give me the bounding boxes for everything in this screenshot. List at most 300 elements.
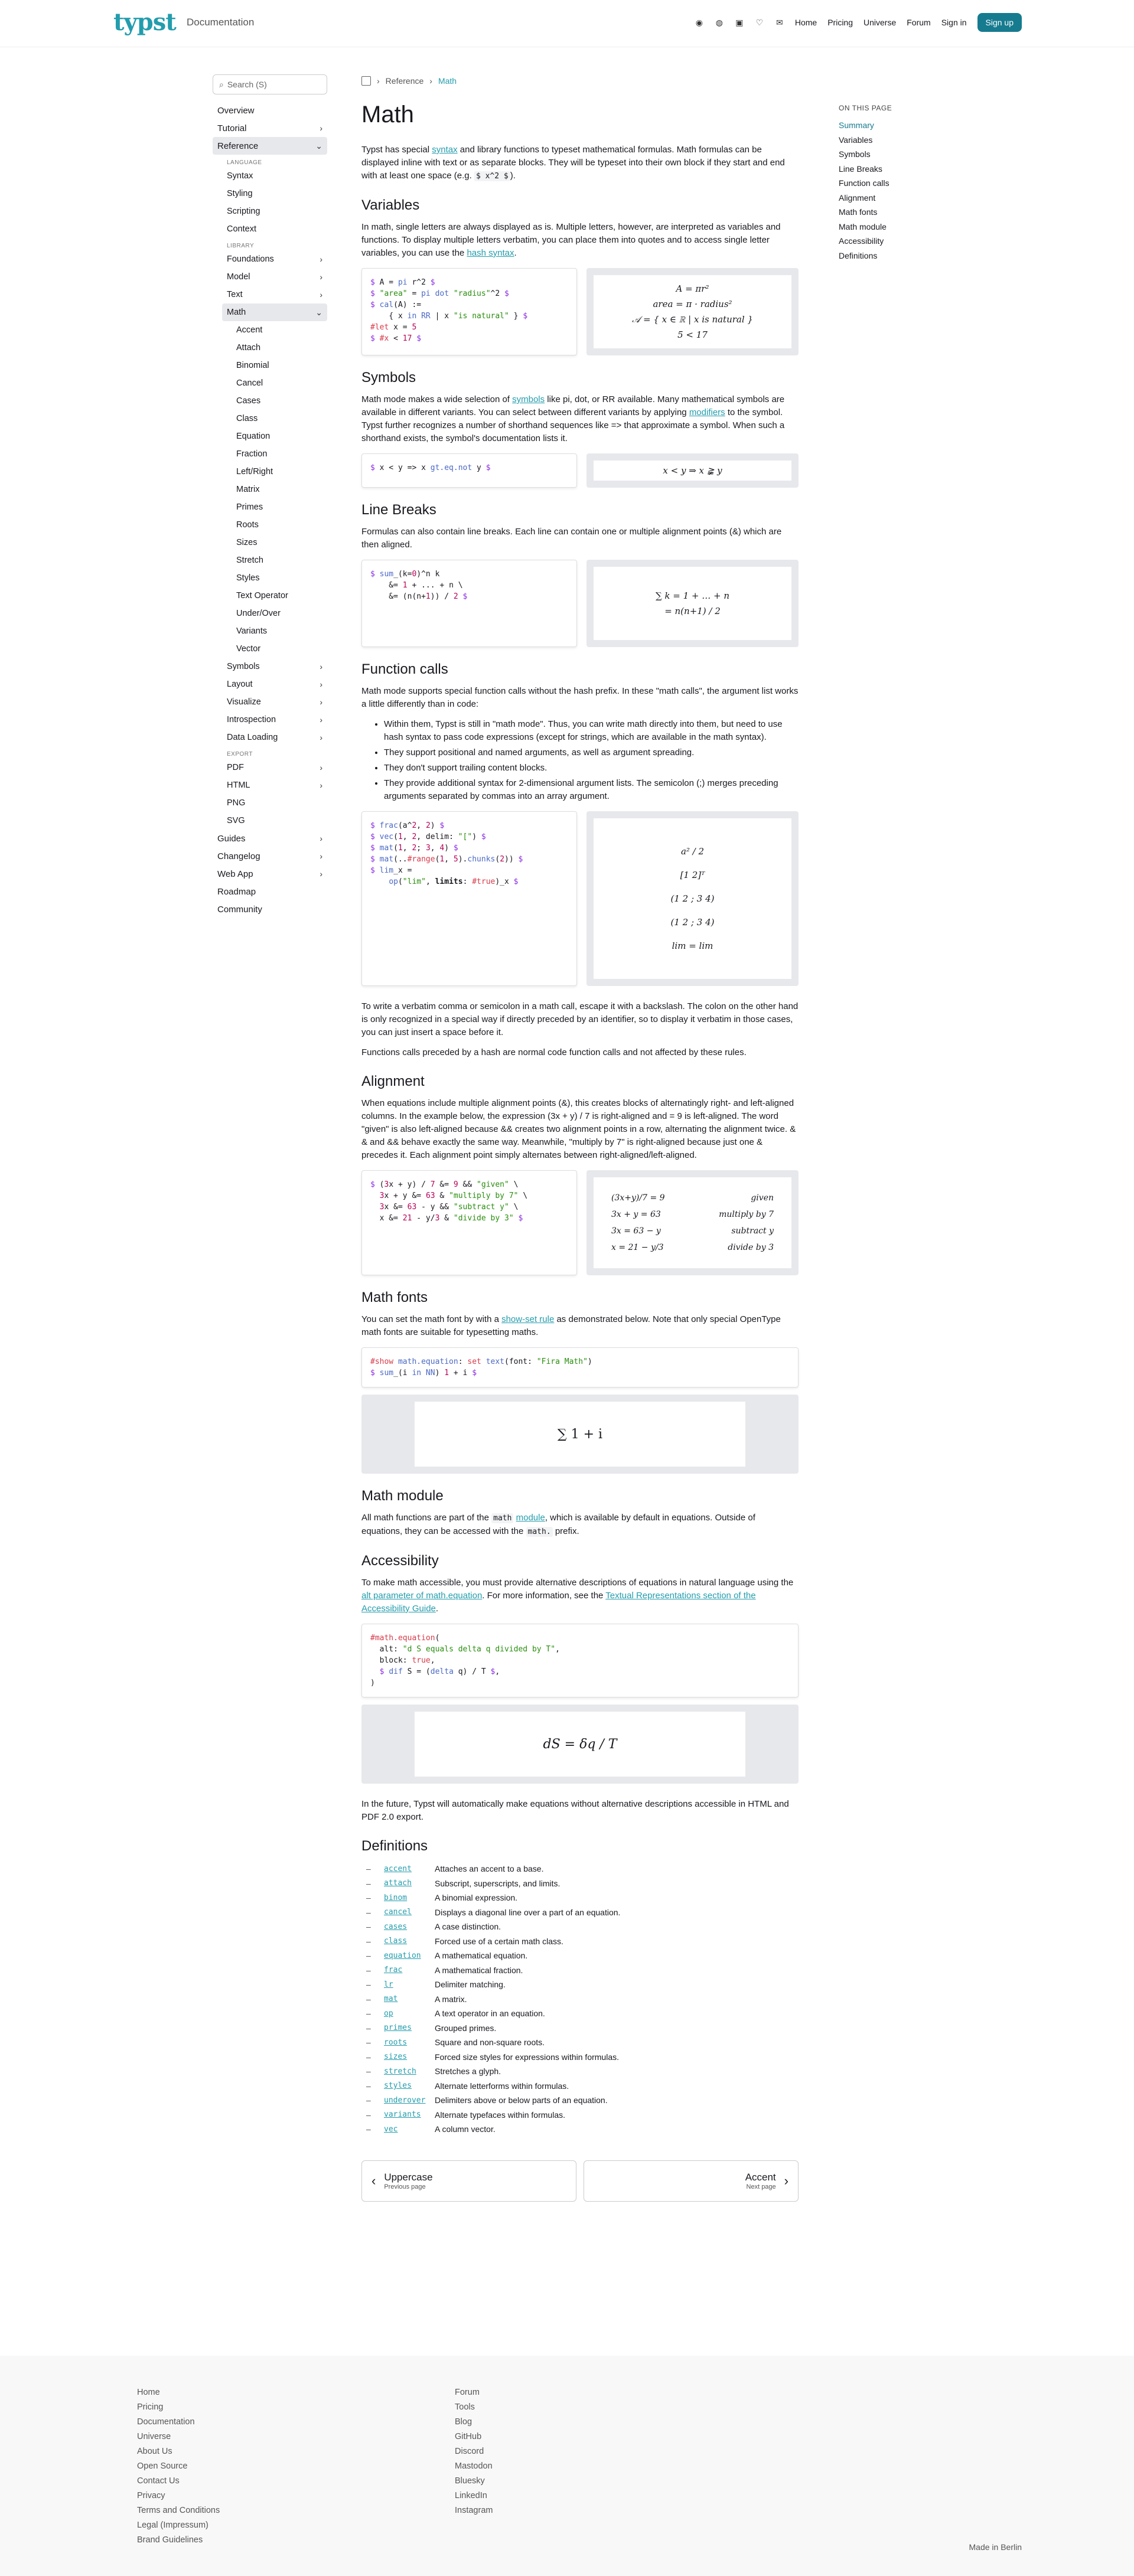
sidebar-item-png[interactable] [222, 794, 327, 812]
dash: – [366, 2023, 371, 2033]
toc-item-line-breaks[interactable]: Line Breaks [839, 164, 882, 174]
funcs-after-2: Functions calls preceded by a hash are normal code function calls and not affected by these rules. [361, 1047, 747, 1057]
sidebar-item-label: Symbols [227, 662, 260, 671]
next-title: Accent [745, 2171, 776, 2183]
dash: – [366, 1907, 371, 1917]
sidebar-item-primes[interactable] [232, 498, 327, 516]
sidebar-item-stretch[interactable] [232, 551, 327, 569]
linebreaks-text: Formulas can also contain line breaks. Each line can contain one or multiple alignment points (&) which are then aligned. [361, 527, 782, 550]
definition-row [366, 2021, 799, 2036]
sidebar-item-model[interactable] [222, 268, 327, 286]
sidebar-item-layout[interactable] [222, 675, 327, 693]
nav-pricing[interactable]: Pricing [827, 18, 853, 27]
footer-link-open-source[interactable]: Open Source [137, 2461, 188, 2471]
sidebar-item-variants[interactable] [232, 622, 327, 640]
sidebar-item-equation[interactable] [232, 427, 327, 445]
funcs-text: Math mode supports special function calls without the hash prefix. In these "math calls", the argument list works a little differently than in code: [361, 686, 799, 709]
definition-link[interactable]: styles [384, 2081, 412, 2091]
chevron-right-icon: › [320, 781, 322, 790]
page-title: Math [361, 102, 414, 128]
toc-item-accessibility[interactable]: Accessibility [839, 236, 884, 246]
sidebar-item-label: Text Operator [236, 591, 288, 600]
dash: – [366, 2066, 371, 2077]
code-block: $ sum_(k=0)^n k &= 1 + ... + n \ &= (n(n+1)) / 2 $ [361, 560, 577, 647]
sidebar-item-label: Tutorial [217, 123, 247, 133]
discord-icon[interactable]: ◍ [715, 17, 723, 27]
github-icon[interactable]: ◉ [695, 17, 703, 27]
list-item: • Within them, Typst is still in "math mode". Thus, you can write math directly into them, but need to use hash syntax to pass code expressions (except for strings, which are available in the math syntax). [384, 718, 799, 744]
table-of-contents [839, 104, 933, 263]
sidebar-item-label: PDF [227, 763, 244, 772]
definition-desc: Delimiter matching. [435, 1980, 506, 1990]
funcs-after-1: To write a verbatim comma or semicolon in a math call, escape it with a backslash. The colon on the other hand is only recognized in a special way if directly preceded by an identifier, so to display it verbatim in those cases, you can just insert a space before it. [361, 1001, 799, 1037]
sidebar-item-foundations[interactable] [222, 250, 327, 268]
search-input[interactable] [213, 74, 327, 94]
dash: – [366, 1936, 371, 1946]
heading-line-breaks: Line Breaks [361, 502, 436, 518]
sidebar-item-math[interactable] [222, 303, 327, 321]
dash: – [366, 1878, 371, 1888]
dash: – [366, 1994, 371, 2004]
sidebar-item-styling[interactable] [222, 185, 327, 203]
footer-column-2 [455, 2385, 493, 2518]
sidebar-item-label: Text [227, 290, 243, 299]
sidebar-item-visualize[interactable] [222, 693, 327, 711]
reference-subnav [222, 155, 327, 830]
definition-row [366, 2079, 799, 2094]
typst-logo[interactable]: typst [113, 8, 176, 36]
definition-link[interactable]: mat [384, 1994, 398, 2004]
definition-link[interactable]: underover [384, 2095, 426, 2105]
sidebar-item-pdf[interactable] [222, 759, 327, 776]
sidebar-item-left-right[interactable] [232, 463, 327, 481]
dash: – [366, 2052, 371, 2062]
access-text: To make math accessible, you must provide alternative descriptions of equations in natural language using the alt parameter of math.equation. For more information, see the Textual Representations section of the Accessibility Guide. [361, 1578, 794, 1614]
dash: – [366, 1980, 371, 1990]
sidebar-item-html[interactable] [222, 776, 327, 794]
search-icon: ⌕ [219, 79, 224, 89]
definition-desc: Displays a diagonal line over a part of an equation. [435, 1907, 621, 1917]
sidebar-item-label: Accent [236, 325, 263, 335]
definition-desc: Alternate typefaces within formulas. [435, 2110, 565, 2120]
sidebar-item-attach[interactable] [232, 339, 327, 357]
dash: – [366, 1922, 371, 1932]
sign-in-link[interactable]: Sign in [941, 18, 967, 27]
definition-row [366, 1963, 799, 1978]
definition-row [366, 2093, 799, 2108]
section-title[interactable]: Documentation [187, 17, 255, 28]
footer-link-instagram[interactable]: Instagram [455, 2506, 493, 2515]
sidebar-item-introspection[interactable] [222, 711, 327, 729]
chevron-right-icon: › [377, 76, 380, 86]
definition-row [366, 1934, 799, 1949]
fonts-text: You can set the math font by with a show-set rule as demonstrated below. Note that only special OpenType math fonts are suitable for typesetting maths. [361, 1314, 781, 1337]
preview: x < y ⇒ x ≩ y [586, 453, 799, 488]
sidebar-item-label: Context [227, 224, 256, 234]
funcs-list [384, 718, 799, 803]
dash: – [366, 1951, 371, 1961]
definition-desc: A case distinction. [435, 1922, 501, 1932]
sidebar-item-changelog[interactable] [213, 847, 327, 865]
definition-link[interactable]: accent [384, 1864, 412, 1873]
modifiers-link[interactable]: modifiers [689, 407, 725, 417]
sidebar-item-text[interactable] [222, 286, 327, 303]
footer-link-contact-us[interactable]: Contact Us [137, 2476, 180, 2486]
toc-item-math-fonts[interactable]: Math fonts [839, 207, 878, 217]
preview: A = πr² area = π · radius² 𝒜 = { x ∈ ℝ | x is natural } 5 < 17 [586, 268, 799, 355]
footer-link-blog[interactable]: Blog [455, 2417, 472, 2427]
footer-column-1 [137, 2385, 220, 2548]
chevron-down-icon: ⌄ [315, 307, 322, 317]
hash-syntax-link[interactable]: hash syntax [467, 248, 514, 258]
toc-item-summary[interactable]: Summary [839, 120, 874, 130]
dash: – [366, 2124, 371, 2134]
header-nav [695, 13, 1022, 32]
sidebar-item-label: Overview [217, 105, 255, 116]
dash: – [366, 2038, 371, 2048]
made-in-berlin: Made in Berlin [969, 2542, 1022, 2552]
footer-link-discord[interactable]: Discord [455, 2447, 484, 2456]
sidebar-item-matrix[interactable] [232, 481, 327, 498]
sidebar-item-label: HTML [227, 781, 250, 790]
toc-item-variables[interactable]: Variables [839, 135, 873, 145]
dash: – [366, 2095, 371, 2105]
sidebar-item-sizes[interactable] [232, 534, 327, 551]
footer-link-mastodon[interactable]: Mastodon [455, 2461, 493, 2471]
sidebar-item-class[interactable] [232, 410, 327, 427]
footer-link-about-us[interactable]: About Us [137, 2447, 172, 2456]
chevron-right-icon: › [320, 290, 322, 299]
chevron-right-icon: › [320, 697, 322, 707]
sidebar-item-label: Community [217, 904, 262, 915]
toc-item-math-module[interactable]: Math module [839, 221, 887, 231]
symbols-link[interactable]: symbols [512, 394, 545, 404]
dash: – [366, 1893, 371, 1903]
sidebar-item-label: Web App [217, 869, 253, 879]
access-after: In the future, Typst will automatically make equations without alternative descriptions accessible in HTML and PDF 2.0 export. [361, 1799, 789, 1822]
heading-alignment: Alignment [361, 1073, 425, 1089]
accessibility-guide-link[interactable]: Textual Representations section of the Accessibility Guide [361, 1591, 756, 1614]
prev-title: Uppercase [384, 2171, 433, 2183]
definition-link[interactable]: equation [384, 1951, 421, 1960]
code-block: $ x < y => x gt.eq.not y $ [361, 453, 577, 488]
definition-link[interactable]: vec [384, 2124, 398, 2134]
footer-link-pricing[interactable]: Pricing [137, 2402, 164, 2412]
sidebar-item-styles[interactable] [232, 569, 327, 587]
sign-up-button[interactable]: Sign up [977, 13, 1022, 32]
definition-row [366, 1919, 799, 1934]
search-placeholder: Search (S) [227, 80, 267, 89]
sidebar-item-label: PNG [227, 798, 246, 808]
definition-desc: A column vector. [435, 2124, 496, 2134]
sidebar [213, 74, 327, 918]
definition-row [366, 1992, 799, 2007]
definition-row [366, 2050, 799, 2065]
definition-desc: A mathematical equation. [435, 1951, 528, 1961]
alignment-text: When equations include multiple alignment points (&), this creates blocks of alternatingly right- and left-aligned columns. In the example below, the expression (3x + y) / 7 is right-aligned and = 9 is left-aligned. The word "given" is also left-aligned because && creates two alignment points in a row, alternating the alignment twice. & & and && behave exactly the same way. Meanwhile, "multiply by 7" is right-aligned because just one & precedes it. Each alignment point simply alternates between right-aligned/left-aligned. [361, 1098, 796, 1160]
definition-desc: Attaches an accent to a base. [435, 1864, 544, 1874]
example-linebreaks [361, 560, 799, 647]
example-funcs [361, 811, 799, 986]
sidebar-item-symbols[interactable] [222, 658, 327, 675]
definition-link[interactable]: primes [384, 2023, 412, 2033]
sidebar-item-community[interactable] [213, 900, 327, 918]
definitions-list [366, 1862, 799, 2137]
sidebar-item-label: Layout [227, 680, 253, 689]
list-item: • They support positional and named arguments, as well as argument spreading. [384, 746, 799, 759]
heading-symbols: Symbols [361, 370, 416, 386]
footer-link-privacy[interactable]: Privacy [137, 2491, 165, 2500]
sidebar-item-label: Guides [217, 833, 246, 844]
sidebar-item-label: Variants [236, 626, 268, 636]
definition-link[interactable]: variants [384, 2110, 421, 2120]
sidebar-item-label: Attach [236, 343, 261, 352]
heading-math-fonts: Math fonts [361, 1289, 428, 1305]
sidebar-item-label: Equation [236, 432, 271, 441]
section-label-export: EXPORT [227, 751, 253, 758]
sidebar-item-label: Reference [217, 141, 259, 151]
example-variables [361, 268, 799, 355]
sidebar-item-overview[interactable] [213, 102, 327, 119]
sidebar-item-label: Primes [236, 502, 263, 512]
code-block: $ frac(a^2, 2) $ $ vec(1, 2, delim: "[") $ $ mat(1, 2; 3, 4) $ $ mat(..#range(1, 5).chunks(2)) $ $ lim_x = op("lim", limits: #true)_x $ [361, 811, 577, 986]
chevron-right-icon: › [320, 123, 322, 133]
sidebar-item-label: Under/Over [236, 609, 281, 618]
section-label-library: LIBRARY [227, 243, 255, 249]
breadcrumb-math[interactable]: Math [438, 76, 457, 86]
chevron-right-icon: › [784, 2173, 788, 2188]
sidebar-item-text-operator[interactable] [232, 587, 327, 605]
footer-link-forum[interactable]: Forum [455, 2388, 480, 2397]
chevron-right-icon: › [320, 834, 322, 843]
sidebar-item-binomial[interactable] [232, 357, 327, 374]
preview: ∑ k = 1 + … + n = n(n+1) / 2 [586, 560, 799, 647]
definition-row [366, 2006, 799, 2021]
definition-desc: Stretches a glyph. [435, 2066, 501, 2077]
definition-link[interactable]: class [384, 1937, 408, 1946]
module-link[interactable]: module [516, 1513, 545, 1523]
dash: – [366, 2081, 371, 2091]
sidebar-item-web-app[interactable] [213, 865, 327, 883]
footer-link-bluesky[interactable]: Bluesky [455, 2476, 485, 2486]
sidebar-item-label: Scripting [227, 207, 260, 216]
section-label-language: LANGUAGE [227, 159, 262, 166]
heart-icon[interactable]: ♡ [755, 17, 764, 27]
sidebar-item-scripting[interactable] [222, 203, 327, 220]
footer-link-terms-and-conditions[interactable]: Terms and Conditions [137, 2506, 220, 2515]
code-block: #math.equation( alt: "d S equals delta q divided by T", block: true, $ dif S = (delta q) / T $, ) [361, 1624, 799, 1697]
dash: – [366, 2110, 371, 2120]
nav-universe[interactable]: Universe [863, 18, 897, 27]
toc-item-symbols[interactable]: Symbols [839, 149, 871, 159]
definition-link[interactable]: cancel [384, 1908, 412, 1917]
definition-row [366, 1862, 799, 1876]
sidebar-item-vector[interactable] [232, 640, 327, 658]
sidebar-item-label: Introspection [227, 715, 276, 724]
chevron-right-icon: › [320, 733, 322, 742]
sidebar-item-roadmap[interactable] [213, 883, 327, 900]
chevron-right-icon: › [320, 763, 322, 772]
syntax-link[interactable]: syntax [432, 145, 458, 155]
mail-icon[interactable]: ✉ [775, 17, 783, 27]
sidebar-item-label: Stretch [236, 556, 263, 565]
chevron-right-icon: › [320, 254, 322, 264]
definition-row [366, 1905, 799, 1920]
definition-desc: Grouped primes. [435, 2023, 497, 2033]
chevron-right-icon: › [320, 680, 322, 689]
heading-math-module: Math module [361, 1488, 444, 1504]
dash: – [366, 1864, 371, 1874]
sidebar-item-context[interactable] [222, 220, 327, 238]
dash: – [366, 2009, 371, 2019]
definition-row [366, 1876, 799, 1891]
toc-item-function-calls[interactable]: Function calls [839, 178, 889, 188]
nav-forum[interactable]: Forum [907, 18, 931, 27]
definition-row [366, 1977, 799, 1992]
symbols-text: Math mode makes a wide selection of symbols like pi, dot, or RR available. Many mathematical symbols are available in different variants. You can select between different variants by applying modifiers to the symbol. Typst further recognizes a number of shorthand sequences like => that approximate a symbol. When such a shorthand exists, the symbol's documentation lists it. [361, 394, 785, 443]
nav-home[interactable]: Home [794, 18, 817, 27]
sidebar-item-reference[interactable] [213, 137, 327, 155]
toc-item-alignment[interactable]: Alignment [839, 192, 876, 203]
alt-parameter-link[interactable]: alt parameter of math.equation [361, 1591, 483, 1601]
site-footer [0, 2356, 1134, 2576]
sidebar-item-label: Roadmap [217, 886, 256, 897]
site-header [0, 0, 1134, 47]
chevron-right-icon: › [320, 272, 322, 282]
sidebar-item-fraction[interactable] [232, 445, 327, 463]
heading-accessibility: Accessibility [361, 1553, 439, 1569]
definition-desc: Square and non-square roots. [435, 2038, 545, 2048]
sidebar-item-guides[interactable] [213, 830, 327, 847]
sidebar-item-svg[interactable] [222, 812, 327, 830]
toc-item-definitions[interactable]: Definitions [839, 250, 878, 260]
definition-desc: A binomial expression. [435, 1893, 518, 1903]
sidebar-item-label: Styling [227, 189, 253, 198]
definition-link[interactable]: op [384, 2009, 393, 2018]
footer-link-universe[interactable]: Universe [137, 2432, 171, 2441]
definition-row [366, 1891, 799, 1905]
sidebar-item-label: Cases [236, 396, 261, 406]
mastodon-icon[interactable]: ▣ [735, 17, 744, 27]
prev-sub: Previous page [384, 2183, 426, 2190]
sidebar-item-label: Class [236, 414, 258, 423]
definition-row [366, 2108, 799, 2123]
toc-heading: ON THIS PAGE [839, 104, 892, 112]
definition-link[interactable]: cases [384, 1922, 408, 1931]
preview: ∑ 1 + i [361, 1395, 799, 1474]
definition-link[interactable]: binom [384, 1893, 408, 1902]
heading-definitions: Definitions [361, 1838, 428, 1854]
sidebar-item-label: Visualize [227, 697, 261, 707]
pager [361, 2160, 799, 2202]
intro-text: Typst has special syntax and library functions to typeset mathematical formulas. Math formulas can be displayed inline with text or as separate blocks. They will be typeset into their own block if they start and end with at least one space (e.g. $ x^2 $ ). [361, 145, 785, 181]
chevron-right-icon: › [429, 76, 432, 86]
main-content [361, 74, 799, 2202]
definition-desc: Subscript, superscripts, and limits. [435, 1878, 561, 1888]
chevron-down-icon: ⌄ [315, 141, 322, 151]
sidebar-item-under-over[interactable] [232, 605, 327, 622]
sidebar-item-label: Left/Right [236, 467, 273, 476]
example-alignment [361, 1170, 799, 1275]
sidebar-item-label: Math [227, 308, 246, 317]
sidebar-item-accent[interactable] [232, 321, 327, 339]
definition-desc: Forced use of a certain math class. [435, 1936, 563, 1946]
sidebar-item-label: Vector [236, 644, 261, 654]
chevron-right-icon: › [320, 869, 322, 879]
sidebar-item-label: Changelog [217, 851, 260, 861]
sidebar-item-label: SVG [227, 816, 245, 825]
heading-variables: Variables [361, 197, 420, 213]
chevron-right-icon: › [320, 851, 322, 861]
sidebar-item-syntax[interactable] [222, 167, 327, 185]
definition-link[interactable]: frac [384, 1966, 403, 1975]
list-item: • They don't support trailing content blocks. [384, 762, 799, 775]
previous-page-button[interactable] [361, 2160, 576, 2202]
footer-link-brand-guidelines[interactable]: Brand Guidelines [137, 2535, 203, 2545]
footer-link-linkedin[interactable]: LinkedIn [455, 2491, 487, 2500]
sidebar-item-label: Styles [236, 573, 260, 583]
sidebar-item-label: Sizes [236, 538, 258, 547]
definition-desc: A matrix. [435, 1994, 467, 2004]
module-text: All math functions are part of the math module, which is available by default in equations. Outside of equations, they can be accessed with the math. prefix. [361, 1513, 755, 1536]
variables-text: In math, single letters are always displayed as is. Multiple letters, however, are interpreted as variables and functions. To display multiple letters verbatim, you can place them into quotes and to access single letter variables, you can use the hash syntax. [361, 222, 781, 258]
definition-link[interactable]: lr [384, 1980, 393, 1989]
definition-row [366, 2122, 799, 2137]
chevron-left-icon: ‹ [372, 2173, 376, 2188]
breadcrumb [361, 74, 799, 87]
footer-link-tools[interactable]: Tools [455, 2402, 475, 2412]
definition-link[interactable]: attach [384, 1879, 412, 1888]
heading-function-calls: Function calls [361, 661, 448, 677]
sidebar-item-label: Cancel [236, 378, 263, 388]
breadcrumb-reference[interactable]: Reference [385, 76, 424, 86]
definition-row [366, 1948, 799, 1963]
chevron-right-icon: › [320, 662, 322, 671]
definition-link[interactable]: sizes [384, 2052, 408, 2062]
footer-link-documentation[interactable]: Documentation [137, 2417, 195, 2427]
chevron-right-icon: › [320, 715, 322, 724]
sidebar-item-label: Fraction [236, 449, 268, 459]
code-block: $ (3x + y) / 7 &= 9 && "given" \ 3x + y &= 63 & "multiply by 7" \ 3x &= 63 - y && "subtract y" \ x &= 21 - y/3 & "divide by 3" $ [361, 1170, 577, 1275]
definition-desc: Alternate letterforms within formulas. [435, 2081, 569, 2091]
next-page-button[interactable] [584, 2160, 799, 2202]
footer-link-home[interactable]: Home [137, 2388, 160, 2397]
sidebar-item-label: Model [227, 272, 250, 282]
sidebar-item-label: Matrix [236, 485, 260, 494]
definition-link[interactable]: roots [384, 2038, 408, 2047]
sidebar-item-label: Roots [236, 520, 259, 530]
definition-desc: A text operator in an equation. [435, 2009, 545, 2019]
footer-link-legal-impressum[interactable]: Legal (Impressum) [137, 2521, 208, 2530]
sidebar-item-tutorial[interactable] [213, 119, 327, 137]
sidebar-toggle-icon[interactable] [361, 76, 371, 86]
show-set-rule-link[interactable]: show-set rule [501, 1314, 555, 1324]
preview: a² / 2 [1 2]ᵀ (1 2 ; 3 4) (1 2 ; 3 4) lim = lim [586, 811, 799, 986]
sidebar-item-label: Data Loading [227, 733, 278, 742]
definition-row [366, 2035, 799, 2050]
footer-link-github[interactable]: GitHub [455, 2432, 482, 2441]
sidebar-item-data-loading[interactable] [222, 729, 327, 746]
definition-link[interactable]: stretch [384, 2066, 416, 2076]
preview: (3x+y)/7 = 9 given 3x + y = 63 multiply by 7 3x = 63 − y subtract y x = 21 − y/3 divide by 3 [586, 1170, 799, 1275]
sidebar-item-cancel[interactable] [232, 374, 327, 392]
sidebar-item-label: Foundations [227, 254, 274, 264]
code-block: #show math.equation: set text(font: "Fira Math") $ sum_(i in NN) 1 + i $ [361, 1347, 799, 1387]
definition-desc: A mathematical fraction. [435, 1965, 523, 1975]
sidebar-item-cases[interactable] [232, 392, 327, 410]
sidebar-item-roots[interactable] [232, 516, 327, 534]
next-sub: Next page [746, 2183, 776, 2190]
